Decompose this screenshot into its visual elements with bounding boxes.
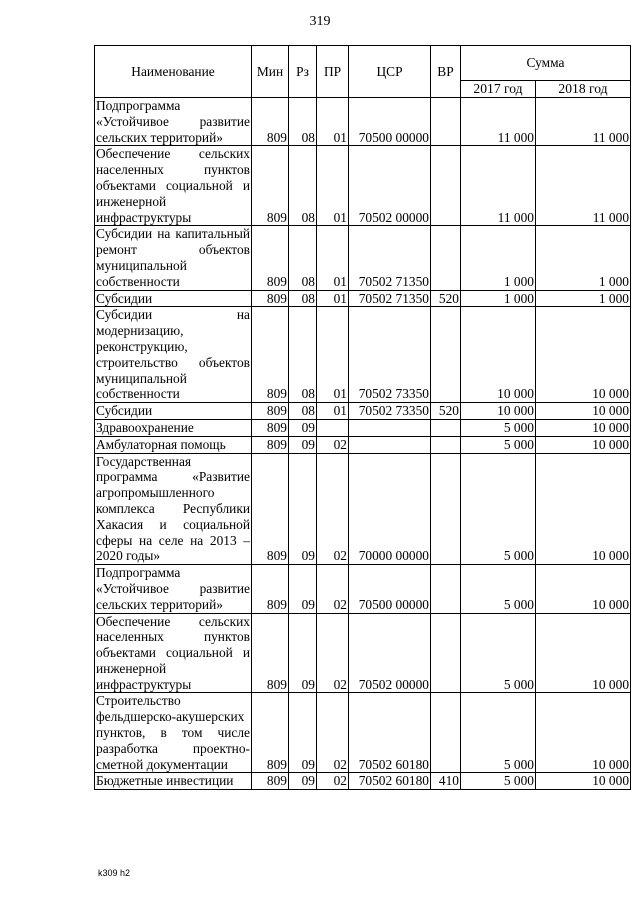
cell-sum-2018: 10 000 <box>536 773 631 790</box>
header-vr: ВР <box>431 46 461 98</box>
cell-sum-2018: 10 000 <box>536 693 631 773</box>
footer-code: k309 h2 <box>98 868 131 878</box>
table-row <box>95 773 631 790</box>
cell-name: Бюджетные инвестиции <box>95 773 252 790</box>
cell-rz: 08 <box>289 307 317 403</box>
cell-name: Обеспечение сельских населенных пунктов объектами социальной и инженерной инфраструктуры <box>96 146 250 225</box>
cell-sum-2018: 11 000 <box>536 146 631 226</box>
cell-csr: 70502 73350 <box>349 307 431 403</box>
cell-sum-2018: 10 000 <box>536 613 631 693</box>
cell-min: 809 <box>252 226 289 290</box>
cell-name: Здравоохранение <box>95 419 252 436</box>
table-row <box>95 226 631 290</box>
budget-table <box>94 45 631 790</box>
cell-csr: 70502 73350 <box>349 403 431 420</box>
table-row <box>95 436 631 453</box>
cell-rz: 08 <box>289 403 317 420</box>
cell-rz: 09 <box>289 565 317 613</box>
cell-csr: 70502 60180 <box>349 693 431 773</box>
cell-vr <box>431 436 461 453</box>
cell-min: 809 <box>252 436 289 453</box>
cell-min: 809 <box>252 403 289 420</box>
cell-sum-2017: 11 000 <box>461 98 536 146</box>
cell-name: Государственная программа «Развитие агропромышленного комплекса Республики Хакасия и социальной сферы на селе на 2013 – 2020 годы» <box>96 453 250 564</box>
cell-pr: 01 <box>317 146 349 226</box>
cell-sum-2018: 11 000 <box>536 98 631 146</box>
cell-rz: 09 <box>289 773 317 790</box>
cell-csr: 70502 60180 <box>349 773 431 790</box>
cell-csr: 70502 00000 <box>349 613 431 693</box>
cell-sum-2017: 5 000 <box>461 613 536 693</box>
cell-rz: 09 <box>289 693 317 773</box>
cell-csr: 70502 71350 <box>349 226 431 290</box>
cell-min: 809 <box>252 307 289 403</box>
table-row <box>95 565 631 613</box>
table-body <box>95 98 631 790</box>
cell-min: 809 <box>252 693 289 773</box>
cell-vr <box>431 453 461 565</box>
cell-rz: 09 <box>289 453 317 565</box>
cell-name: Строительство фельдшерско-акушерских пунктов, в том числе разработка проектно-сметной документации <box>96 693 250 772</box>
cell-sum-2018: 10 000 <box>536 565 631 613</box>
cell-sum-2018: 10 000 <box>536 436 631 453</box>
cell-csr <box>349 419 431 436</box>
table-row <box>95 290 631 307</box>
table-row <box>95 307 631 403</box>
cell-min: 809 <box>252 419 289 436</box>
cell-sum-2017: 5 000 <box>461 419 536 436</box>
header-min: Мин <box>252 46 289 98</box>
cell-vr <box>431 98 461 146</box>
cell-vr <box>431 307 461 403</box>
cell-sum-2018: 10 000 <box>536 403 631 420</box>
cell-rz: 09 <box>289 436 317 453</box>
cell-sum-2017: 10 000 <box>461 403 536 420</box>
cell-sum-2017: 5 000 <box>461 773 536 790</box>
cell-pr: 01 <box>317 290 349 307</box>
cell-min: 809 <box>252 146 289 226</box>
cell-name: Субсидии на капитальный ремонт объектов муниципальной собственности <box>96 226 250 289</box>
table-row <box>95 98 631 146</box>
cell-vr <box>431 419 461 436</box>
cell-pr: 01 <box>317 226 349 290</box>
cell-pr: 02 <box>317 565 349 613</box>
header-rz: Рз <box>289 46 317 98</box>
cell-csr <box>349 436 431 453</box>
cell-name: Подпрограмма «Устойчивое развитие сельских территорий» <box>96 98 250 145</box>
cell-sum-2017: 5 000 <box>461 436 536 453</box>
cell-pr: 02 <box>317 453 349 565</box>
cell-sum-2018: 1 000 <box>536 290 631 307</box>
table-row <box>95 693 631 773</box>
cell-min: 809 <box>252 453 289 565</box>
table-row <box>95 613 631 693</box>
cell-pr: 01 <box>317 98 349 146</box>
cell-sum-2018: 10 000 <box>536 419 631 436</box>
cell-min: 809 <box>252 773 289 790</box>
header-name: Наименование <box>95 46 252 98</box>
table-row <box>95 419 631 436</box>
cell-pr: 02 <box>317 436 349 453</box>
cell-name: Амбулаторная помощь <box>95 436 252 453</box>
header-sum: Сумма <box>461 46 631 81</box>
cell-sum-2017: 5 000 <box>461 693 536 773</box>
cell-csr: 70502 71350 <box>349 290 431 307</box>
cell-min: 809 <box>252 98 289 146</box>
cell-sum-2017: 5 000 <box>461 453 536 565</box>
header-pr: ПР <box>317 46 349 98</box>
cell-sum-2017: 1 000 <box>461 226 536 290</box>
cell-rz: 08 <box>289 98 317 146</box>
cell-rz: 08 <box>289 226 317 290</box>
cell-pr <box>317 419 349 436</box>
cell-vr <box>431 613 461 693</box>
cell-sum-2018: 1 000 <box>536 226 631 290</box>
cell-sum-2017: 11 000 <box>461 146 536 226</box>
cell-vr: 520 <box>431 290 461 307</box>
cell-name: Субсидии на модернизацию, реконструкцию, строительство объектов муниципальной собственности <box>96 307 250 402</box>
header-year-2018: 2018 год <box>536 81 631 98</box>
cell-min: 809 <box>252 290 289 307</box>
cell-pr: 02 <box>317 773 349 790</box>
cell-vr <box>431 146 461 226</box>
cell-pr: 02 <box>317 693 349 773</box>
cell-min: 809 <box>252 565 289 613</box>
cell-pr: 02 <box>317 613 349 693</box>
cell-vr <box>431 565 461 613</box>
page-number: 319 <box>309 14 331 29</box>
cell-name: Субсидии <box>95 403 252 420</box>
cell-name: Субсидии <box>95 290 252 307</box>
cell-csr: 70500 00000 <box>349 98 431 146</box>
cell-vr: 520 <box>431 403 461 420</box>
cell-name: Подпрограмма «Устойчивое развитие сельских территорий» <box>96 565 250 612</box>
header-csr: ЦСР <box>349 46 431 98</box>
cell-csr: 70000 00000 <box>349 453 431 565</box>
cell-csr: 70500 00000 <box>349 565 431 613</box>
cell-rz: 08 <box>289 290 317 307</box>
cell-rz: 09 <box>289 613 317 693</box>
cell-sum-2018: 10 000 <box>536 307 631 403</box>
cell-sum-2018: 10 000 <box>536 453 631 565</box>
cell-sum-2017: 5 000 <box>461 565 536 613</box>
table-row <box>95 146 631 226</box>
cell-vr: 410 <box>431 773 461 790</box>
header-year-2017: 2017 год <box>461 81 536 98</box>
table-row <box>95 403 631 420</box>
cell-pr: 01 <box>317 403 349 420</box>
cell-rz: 09 <box>289 419 317 436</box>
cell-vr <box>431 226 461 290</box>
cell-sum-2017: 10 000 <box>461 307 536 403</box>
cell-name: Обеспечение сельских населенных пунктов объектами социальной и инженерной инфраструктуры <box>96 613 250 692</box>
cell-rz: 08 <box>289 146 317 226</box>
cell-vr <box>431 693 461 773</box>
table-row <box>95 453 631 565</box>
cell-min: 809 <box>252 613 289 693</box>
cell-csr: 70502 00000 <box>349 146 431 226</box>
cell-pr: 01 <box>317 307 349 403</box>
cell-sum-2017: 1 000 <box>461 290 536 307</box>
